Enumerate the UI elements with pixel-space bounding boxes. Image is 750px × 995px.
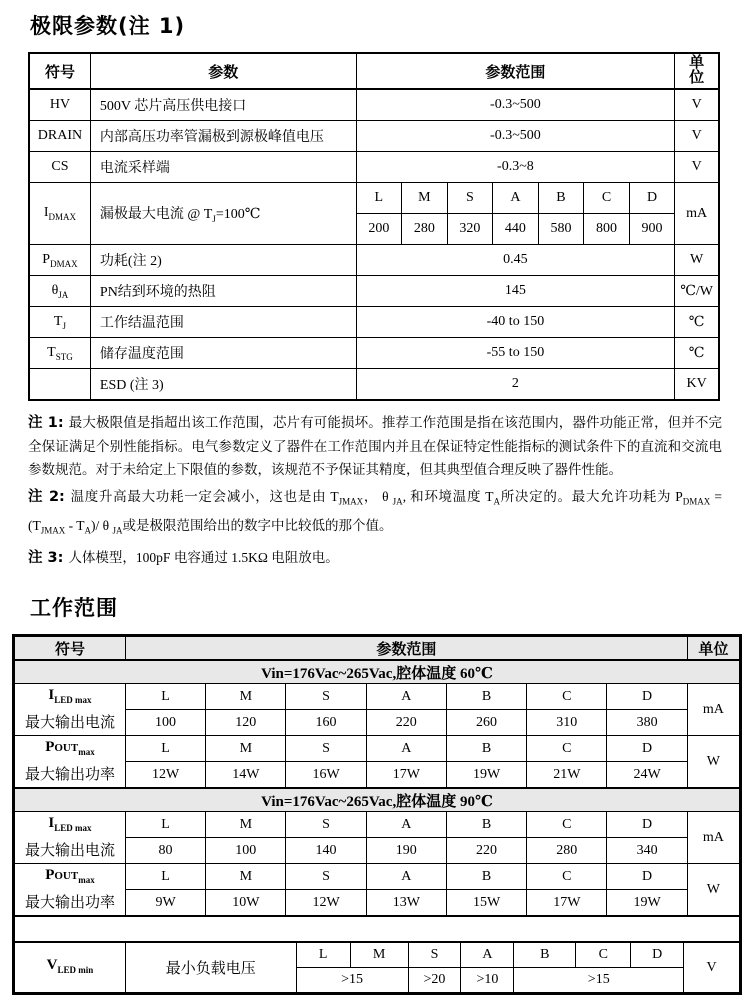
grade-label: M: [350, 943, 408, 968]
cell-symbol-empty: [29, 369, 90, 401]
cell-symbol: [15, 736, 126, 789]
cell-range: 0.45: [356, 245, 675, 276]
symbol-base: T: [53, 313, 63, 329]
grade-value: 440: [493, 214, 539, 245]
grade-label: B: [446, 812, 526, 838]
cell-range: 145: [356, 276, 675, 307]
note-3: [28, 546, 722, 570]
symbol-base: I: [43, 205, 49, 221]
symbol-description: 最大输出电流: [24, 843, 115, 860]
header-symbol: 符号: [29, 53, 90, 89]
symbol-mid: OUT: [54, 742, 79, 755]
cell-unit: mA: [687, 812, 739, 864]
grade-value: >10: [461, 968, 514, 993]
symbol-subscript: J: [62, 320, 66, 331]
grade-label: M: [206, 864, 286, 890]
grade-label: A: [493, 183, 539, 214]
cell-symbol: [29, 245, 90, 276]
condition-label: Vin=176Vac~265Vac,腔体温度 60℃: [15, 660, 740, 684]
grade-label: D: [607, 864, 687, 890]
note-sub-segment: A: [493, 496, 501, 507]
cell-parameter: 功耗(注 2): [90, 245, 356, 276]
cell-unit: ℃/W: [675, 276, 719, 307]
grade-value: 17W: [366, 762, 446, 789]
grade-value: 9W: [125, 890, 205, 917]
note-text-segment: , 和环境温度 T: [402, 489, 494, 504]
note-text-segment: - T: [65, 517, 85, 533]
cell-range: -0.3~8: [356, 152, 675, 183]
cell-range: 2: [356, 369, 675, 401]
symbol-subscript: LED max: [54, 823, 92, 834]
symbol-subscript: LED max: [54, 695, 92, 706]
grade-value: 220: [366, 710, 446, 736]
note-text-segment: )/ θ: [91, 517, 113, 533]
symbol-subscript: max: [78, 875, 95, 886]
grade-label: B: [538, 183, 584, 214]
cell-unit: ℃: [675, 307, 719, 338]
cell-symbol: [15, 943, 126, 993]
table-header-row: [15, 637, 740, 661]
symbol-description: 最大输出电流: [24, 715, 115, 732]
grade-value: 19W: [446, 762, 526, 789]
grade-label: S: [286, 736, 366, 762]
grade-label: A: [366, 864, 446, 890]
grade-value: 900: [629, 214, 675, 245]
grade-label: B: [446, 736, 526, 762]
grade-value: 260: [446, 710, 526, 736]
table-row: [29, 89, 719, 121]
grade-value: 19W: [607, 890, 687, 917]
grade-value: 13W: [366, 890, 446, 917]
cell-parameter: 工作结温范围: [90, 307, 356, 338]
grade-value: 21W: [527, 762, 607, 789]
grade-label: S: [286, 864, 366, 890]
table-row-iled-grades: [15, 684, 740, 710]
table-row-iled-grades: [15, 812, 740, 838]
grade-value: >20: [408, 968, 461, 993]
cell-unit: V: [675, 121, 719, 152]
grade-label: D: [631, 943, 684, 968]
cell-unit: W: [687, 864, 739, 917]
header-unit: [675, 53, 719, 89]
note-3-label: 注 3:: [28, 550, 64, 567]
grade-label: S: [408, 943, 461, 968]
grade-label: C: [527, 812, 607, 838]
symbol-base: I: [48, 815, 55, 832]
cell-symbol: [15, 684, 126, 736]
header-range: 参数范围: [356, 53, 675, 89]
cell-symbol: [29, 276, 90, 307]
table-row: [29, 121, 719, 152]
symbol-description: 最大输出功率: [24, 895, 115, 912]
condition-row-90c: [15, 788, 740, 812]
grade-label: M: [206, 684, 286, 710]
symbol-subscript: LED min: [57, 964, 94, 975]
grade-label: D: [629, 183, 675, 214]
note-3-text: 人体模型，100pF 电容通过 1.5KΩ 电阻放电。: [68, 550, 339, 566]
cell-unit: V: [684, 943, 740, 993]
cell-unit: ℃: [675, 338, 719, 369]
note-1-label: 注 1:: [28, 415, 64, 431]
grade-value: 12W: [125, 762, 205, 789]
operating-range-main-grid: [14, 636, 740, 942]
cell-unit: V: [675, 152, 719, 183]
grade-value: 14W: [206, 762, 286, 789]
grade-value: 100: [206, 838, 286, 864]
grade-label: A: [366, 812, 446, 838]
grade-value: >15: [514, 968, 684, 993]
cell-symbol: HV: [29, 89, 90, 121]
table-row-vled-grades: [15, 943, 740, 968]
cell-range: -40 to 150: [356, 307, 675, 338]
grade-label: A: [366, 736, 446, 762]
cell-unit: mA: [675, 183, 719, 245]
grade-label: A: [366, 684, 446, 710]
symbol-base: P: [45, 739, 55, 756]
symbol-base: P: [45, 867, 55, 884]
symbol-subscript: DMAX: [50, 258, 78, 269]
cell-unit: KV: [675, 369, 719, 401]
grade-value: 310: [527, 710, 607, 736]
cell-parameter: 最小负载电压: [125, 943, 296, 993]
note-sub-segment: JA: [392, 496, 403, 507]
header-unit-line1: 单: [689, 55, 705, 71]
table-row: [29, 369, 719, 401]
symbol-subscript: DMAX: [48, 211, 77, 222]
grade-label: S: [447, 183, 493, 214]
table-header-row: [29, 53, 719, 89]
cell-parameter: 电流采样端: [90, 152, 356, 183]
grade-label: B: [446, 684, 526, 710]
grade-label: L: [125, 684, 205, 710]
grade-value: 16W: [286, 762, 366, 789]
note-1: [28, 411, 722, 481]
cell-symbol: [29, 307, 90, 338]
grade-value: 100: [125, 710, 205, 736]
symbol-base: P: [42, 251, 51, 267]
grade-value: 15W: [446, 890, 526, 917]
cell-unit: mA: [687, 684, 739, 736]
grade-label: L: [125, 864, 205, 890]
symbol-base: I: [48, 687, 55, 704]
grade-label: C: [527, 864, 607, 890]
condition-row-60c: [15, 660, 740, 684]
grade-label: D: [607, 684, 687, 710]
grade-label: L: [356, 183, 402, 214]
grade-value: 10W: [206, 890, 286, 917]
table-row: [29, 276, 719, 307]
note-1-text: 最大极限值是指超出该工作范围，芯片有可能损坏。推荐工作范围是指在该范围内，器件功能正常，但并不完全保证满足个别性能指标。电气参数定义了器件在工作范围内并且在保证特定性能指标的测试条件下的直流和交流电参数规范。对于未给定上下限值的参数，该规范不予保证其精度，但其典型值合理反映了器件性能。: [28, 415, 723, 477]
limit-parameters-table: [28, 52, 720, 401]
operating-range-table: [12, 634, 742, 995]
grade-label: S: [286, 812, 366, 838]
note-sub-segment: JMAX: [40, 525, 66, 536]
table-row-pout-grades: [15, 736, 740, 762]
table-row: [29, 307, 719, 338]
note-text-segment: 所决定的。最大允许功耗为 P: [500, 489, 683, 504]
grade-label: M: [402, 183, 448, 214]
grade-label: C: [527, 736, 607, 762]
cell-symbol: CS: [29, 152, 90, 183]
grade-label: A: [461, 943, 514, 968]
grade-label: L: [296, 943, 350, 968]
grade-label: M: [206, 736, 286, 762]
grade-value: 190: [366, 838, 446, 864]
grade-value: 24W: [607, 762, 687, 789]
note-sub-segment: DMAX: [682, 496, 711, 507]
grade-value: 17W: [527, 890, 607, 917]
grade-label: C: [527, 684, 607, 710]
note-text-segment: 或是极限范围给出的数字中比较低的那个值。: [122, 517, 393, 533]
header-symbol: 符号: [15, 637, 126, 661]
symbol-subscript: STG: [55, 351, 73, 362]
limit-parameters-title: 极限参数(注 1): [30, 14, 186, 38]
note-text-segment: = (T: [28, 489, 723, 533]
grade-label: S: [286, 684, 366, 710]
grade-value: 280: [402, 214, 448, 245]
symbol-mid: OUT: [54, 870, 79, 883]
cell-range: -0.3~500: [356, 89, 675, 121]
header-range: 参数范围: [125, 637, 687, 661]
symbol-base: T: [47, 344, 56, 360]
spacer-row: [15, 916, 740, 942]
grade-label: B: [514, 943, 576, 968]
grade-value: 580: [538, 214, 584, 245]
notes-section: [28, 411, 722, 570]
symbol-base: V: [46, 956, 58, 973]
cell-parameter: 内部高压功率管漏极到源极峰值电压: [90, 121, 356, 152]
grade-value: 340: [607, 838, 687, 864]
grade-value: 220: [446, 838, 526, 864]
cell-unit: V: [675, 89, 719, 121]
note-sub-segment: JMAX: [338, 496, 364, 507]
table-row: [29, 338, 719, 369]
grade-value: 200: [356, 214, 402, 245]
grade-label: M: [206, 812, 286, 838]
symbol-subscript: JA: [58, 289, 69, 300]
table-row-idmax-grades: [29, 183, 719, 214]
condition-label: Vin=176Vac~265Vac,腔体温度 90℃: [15, 788, 740, 812]
cell-parameter: 储存温度范围: [90, 338, 356, 369]
grade-label: C: [584, 183, 630, 214]
cell-range: -55 to 150: [356, 338, 675, 369]
grade-value: 380: [607, 710, 687, 736]
operating-range-vled-grid: [14, 942, 740, 993]
cell-parameter: PN结到环境的热阻: [90, 276, 356, 307]
header-unit: 单位: [687, 637, 739, 661]
table-row: [29, 245, 719, 276]
cell-unit: W: [687, 736, 739, 789]
cell-parameter: 500V 芯片高压供电接口: [90, 89, 356, 121]
grade-label: C: [576, 943, 631, 968]
grade-value: 160: [286, 710, 366, 736]
grade-label: L: [125, 812, 205, 838]
cell-symbol: [15, 812, 126, 864]
grade-value: 140: [286, 838, 366, 864]
cell-symbol: [15, 864, 126, 917]
cell-parameter: [90, 183, 356, 245]
table-row-pout-grades: [15, 864, 740, 890]
symbol-subscript: max: [78, 747, 95, 758]
grade-value: 320: [447, 214, 493, 245]
parameter-subscript: J: [212, 213, 216, 224]
note-sub-segment: A: [84, 525, 92, 536]
cell-symbol: [29, 183, 90, 245]
grade-label: D: [607, 736, 687, 762]
grade-value: 800: [584, 214, 630, 245]
grade-value: 80: [125, 838, 205, 864]
symbol-base: θ: [51, 282, 59, 298]
note-text-segment: 温度升高最大功耗一定会减小，这也是由 T: [69, 489, 339, 504]
grade-label: L: [125, 736, 205, 762]
cell-symbol: [29, 338, 90, 369]
note-text-segment: ， θ: [363, 489, 393, 504]
empty-cell: [15, 916, 740, 942]
header-parameter: 参数: [90, 53, 356, 89]
grade-value: 120: [206, 710, 286, 736]
note-sub-segment: JA: [112, 525, 123, 536]
grade-value: 280: [527, 838, 607, 864]
header-unit-line2: 位: [689, 70, 705, 86]
cell-parameter: ESD (注 3): [90, 369, 356, 401]
note-2-label: 注 2:: [28, 489, 65, 505]
grade-label: D: [607, 812, 687, 838]
operating-range-title: 工作范围: [30, 596, 118, 621]
grade-value: 12W: [286, 890, 366, 917]
table-row: [29, 152, 719, 183]
parameter-text: =100℃: [215, 207, 261, 223]
grade-label: B: [446, 864, 526, 890]
cell-symbol: DRAIN: [29, 121, 90, 152]
cell-unit: W: [675, 245, 719, 276]
parameter-text: 漏极最大电流 @ T: [99, 207, 213, 223]
cell-range: -0.3~500: [356, 121, 675, 152]
symbol-description: 最大输出功率: [24, 767, 115, 784]
note-2: [28, 485, 722, 542]
grade-value: >15: [296, 968, 408, 993]
